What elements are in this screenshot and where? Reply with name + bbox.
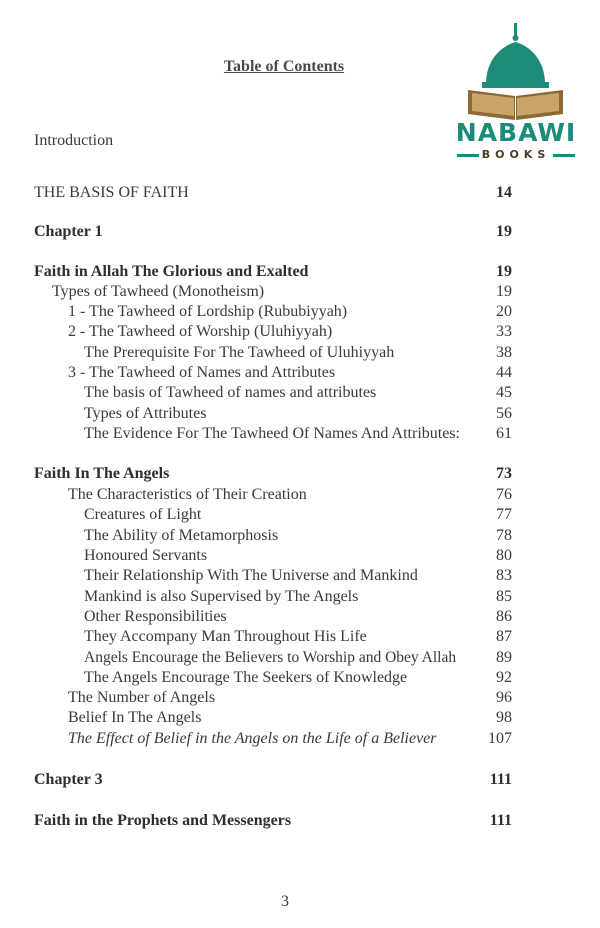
logo-subtitle: BOOKS: [446, 148, 586, 161]
logo-wordmark: NABAWI: [455, 118, 577, 147]
page-title: Table of Contents: [223, 58, 345, 75]
page-number: 3: [281, 893, 289, 910]
